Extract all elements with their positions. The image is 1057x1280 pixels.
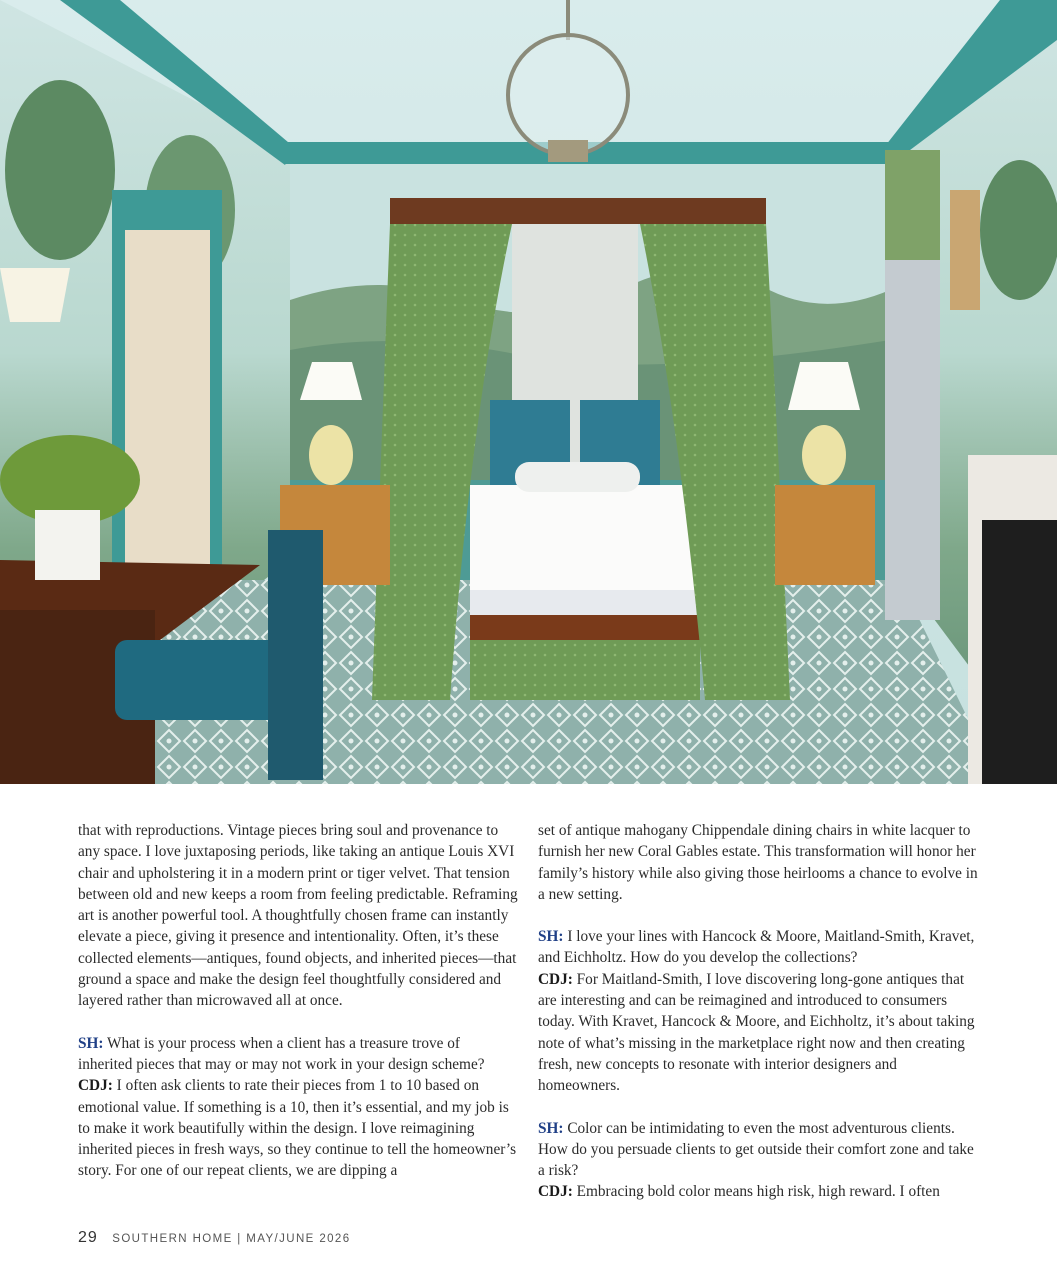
question-text: What is your process when a client has a treasure trove of inherited pieces that may or may not work in your design scheme?: [78, 1034, 485, 1073]
sh-label: SH:: [78, 1034, 104, 1052]
sh-label: SH:: [538, 1119, 564, 1137]
page-number: 29: [78, 1229, 98, 1246]
left-column: [78, 820, 518, 1203]
magazine-issue: SOUTHERN HOME | MAY/JUNE 2026: [112, 1233, 351, 1245]
question-3: [538, 1118, 978, 1182]
answer-text: I often ask clients to rate their pieces from 1 to 10 based on emotional value. If something is a 10, then it’s essential, and my job is to make it work beautifully within the design. I love reimagining inherited pieces in fresh ways, so they continue to tell the homeowner’s story. For one of our repeat clients, we are dipping a: [78, 1077, 517, 1180]
question-1: [78, 1033, 518, 1076]
answer-text: For Maitland-Smith, I love discovering long-gone antiques that are interesting and can be reimagined and introduced to consumers today. With Kravet, Hancock & Moore, and Eichholtz, it’s about taking note of what’s missing in the marketplace right now and then creating fresh, new concepts to resonate with interior designers and homeowners.: [538, 970, 975, 1095]
question-text: Color can be intimidating to even the most adventurous clients. How do you persuade clients to get outside their comfort zone and take a risk?: [538, 1119, 974, 1180]
answer-1: [78, 1075, 518, 1181]
right-column: [538, 820, 978, 1203]
answer-2: [538, 969, 978, 1097]
sh-label: SH:: [538, 928, 564, 946]
page-footer: [78, 1229, 351, 1247]
answer-text: Embracing bold color means high risk, high reward. I often: [572, 1183, 940, 1201]
cdj-label: CDJ:: [78, 1077, 113, 1095]
paragraph-intro: that with reproductions. Vintage pieces bring soul and provenance to any space. I love juxtaposing periods, like taking an antique Louis XVI chair and upholstering it in a modern print or tiger velvet. That tension between old and new keeps a room from feeling predictable. Reframing art is another powerful tool. A thoughtfully chosen frame can instantly elevate a piece, giving it presence and intentionality. Often, it’s these collected elements—antiques, found objects, and inherited pieces—that ground a space and make the design feel thoughtfully considered and layered rather than microwaved all at once.: [78, 822, 518, 1010]
cdj-label: CDJ:: [538, 1183, 573, 1201]
question-2: [538, 926, 978, 969]
question-text: I love your lines with Hancock & Moore, Maitland-Smith, Kravet, and Eichholtz. How do you develop the collections?: [538, 928, 975, 967]
cdj-label: CDJ:: [538, 970, 573, 988]
answer-3: [538, 1181, 978, 1202]
paragraph-continued: set of antique mahogany Chippendale dining chairs in white lacquer to furnish her new Coral Gables estate. This transformation will honor her family’s history while also giving those heirlooms a chance to evolve in a new setting.: [538, 822, 978, 903]
